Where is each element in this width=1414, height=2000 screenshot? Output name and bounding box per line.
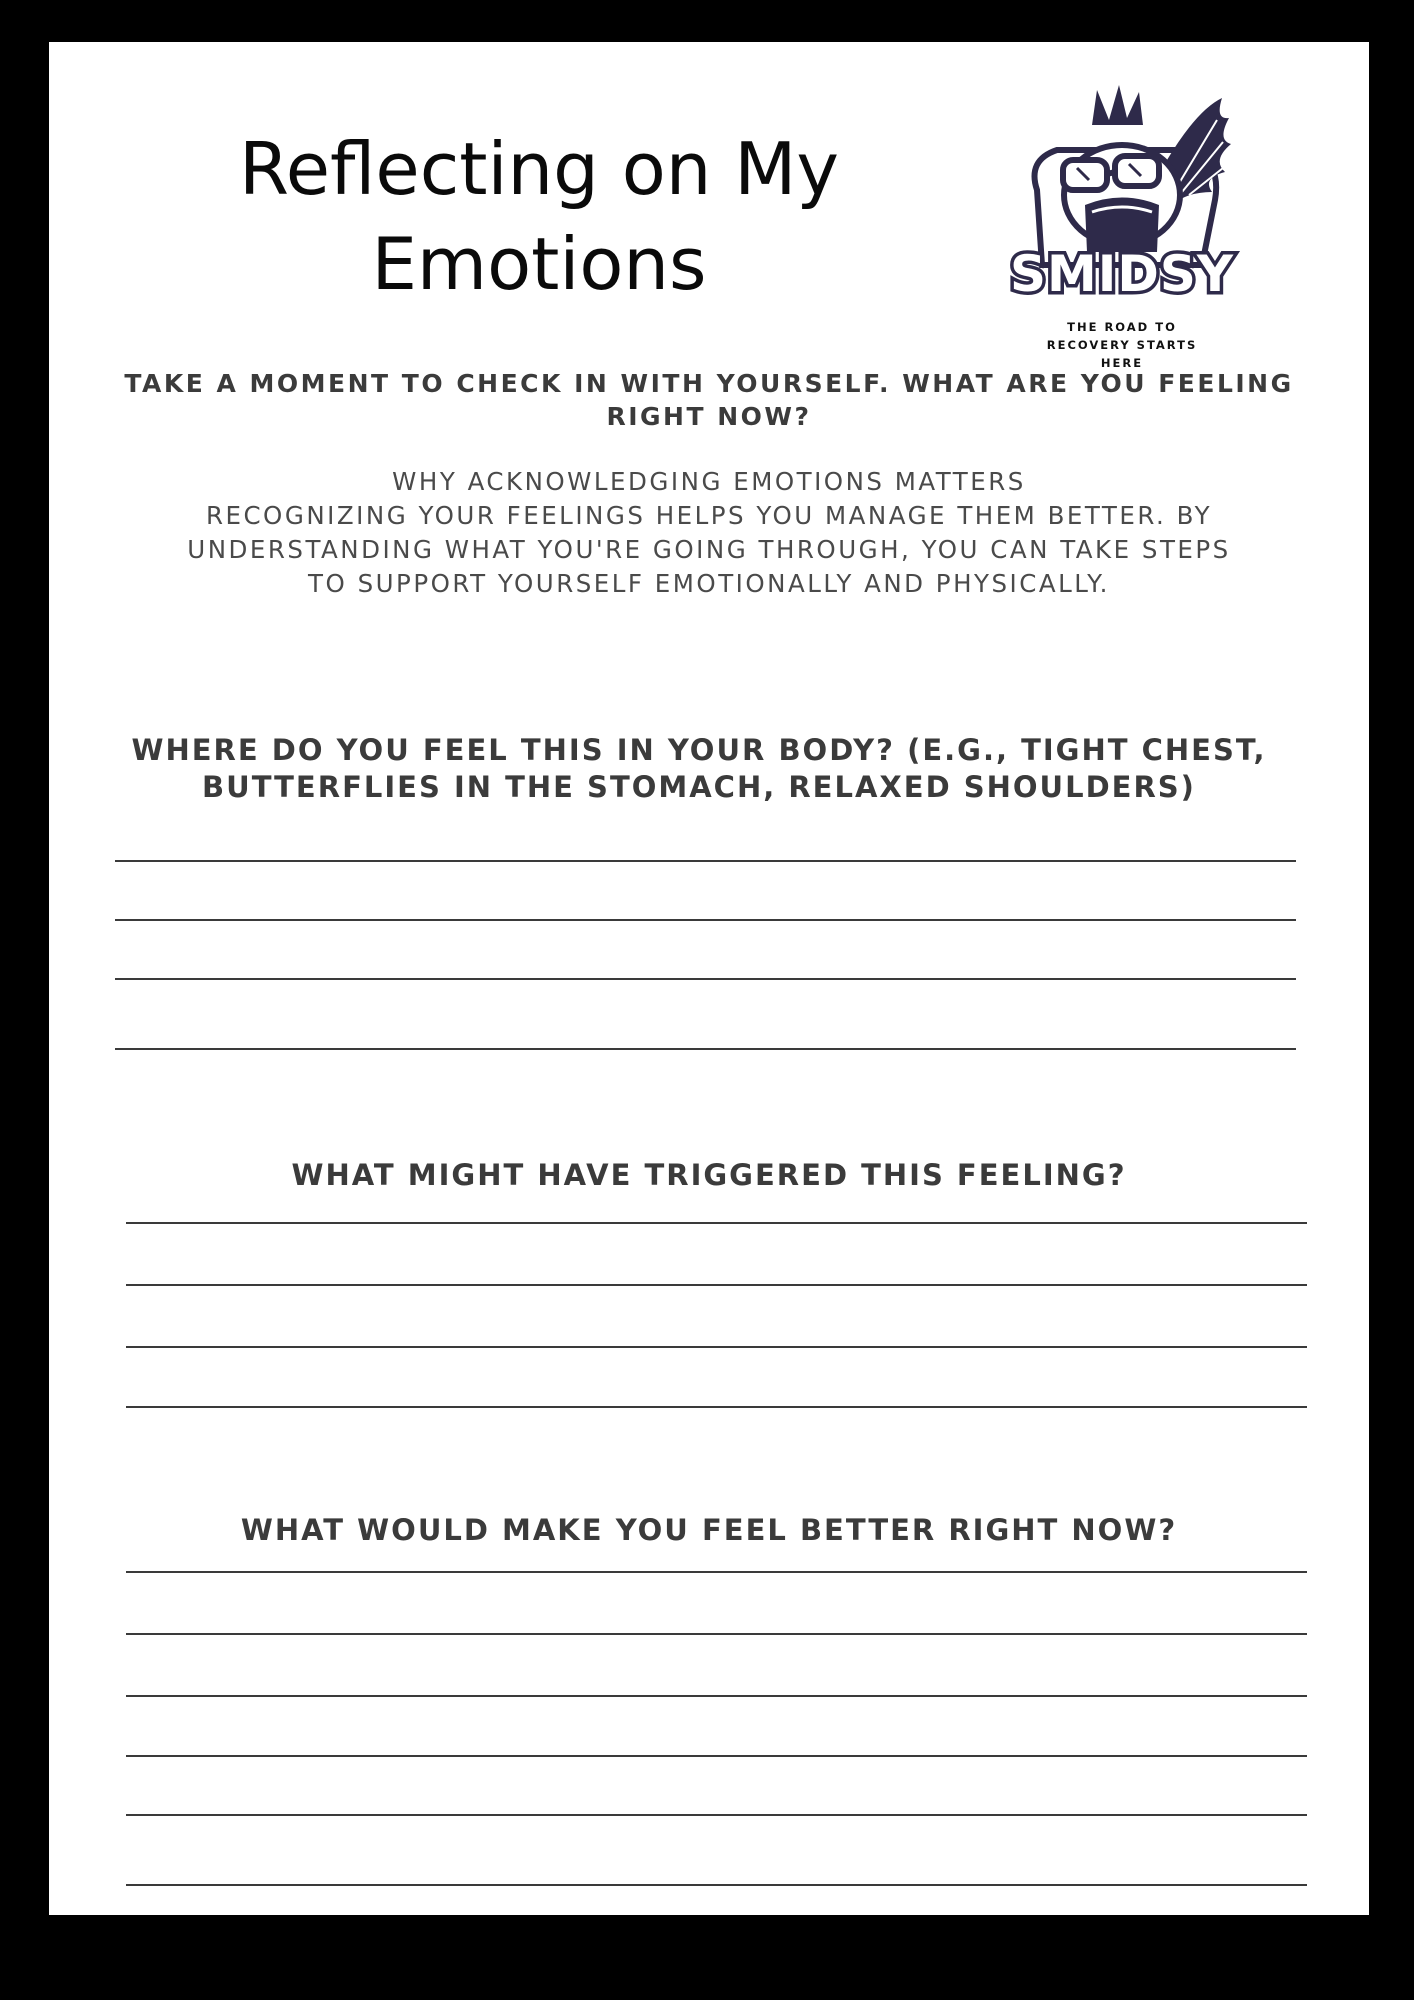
answer-line-trigger-3[interactable] xyxy=(126,1346,1307,1348)
info-heading: WHY ACKNOWLEDGING EMOTIONS MATTERS xyxy=(392,467,1026,496)
answer-line-better-5[interactable] xyxy=(126,1814,1307,1816)
answer-line-better-6[interactable] xyxy=(126,1884,1307,1886)
answer-line-trigger-2[interactable] xyxy=(126,1284,1307,1286)
question-feel-better: WHAT WOULD MAKE YOU FEEL BETTER RIGHT NOW? xyxy=(240,1513,1178,1547)
question-trigger: WHAT MIGHT HAVE TRIGGERED THIS FEELING? xyxy=(291,1158,1127,1192)
question-body-location: WHERE DO YOU FEEL THIS IN YOUR BODY? (E.G., TIGHT CHEST, BUTTERFLIES IN THE STOMACH, RELAXED SHOULDERS) xyxy=(131,733,1267,804)
info-line: TO SUPPORT YOURSELF EMOTIONALLY AND PHYSICALLY. xyxy=(308,569,1110,598)
answer-line-trigger-1[interactable] xyxy=(126,1222,1307,1224)
answer-line-body-1[interactable] xyxy=(115,860,1296,862)
info-block xyxy=(129,465,1289,601)
answer-line-body-4[interactable] xyxy=(115,1048,1296,1050)
logo-tagline-line: THE ROAD TO xyxy=(1067,320,1177,334)
page-title xyxy=(189,122,889,312)
info-line: RECOGNIZING YOUR FEELINGS HELPS YOU MANAGE THEM BETTER. BY xyxy=(205,501,1213,530)
answer-line-body-2[interactable] xyxy=(115,919,1296,921)
worksheet-page xyxy=(49,42,1369,1915)
answer-line-better-1[interactable] xyxy=(126,1571,1307,1573)
answer-line-better-3[interactable] xyxy=(126,1695,1307,1697)
logo-tagline xyxy=(1037,318,1207,372)
intro-prompt: TAKE A MOMENT TO CHECK IN WITH YOURSELF. WHAT ARE YOU FEELING RIGHT NOW? xyxy=(124,369,1294,431)
logo-tagline-line: HERE xyxy=(1100,356,1144,370)
title-line-1: Reflecting on My xyxy=(238,127,840,211)
smidsy-logo xyxy=(997,80,1247,380)
answer-line-better-4[interactable] xyxy=(126,1755,1307,1757)
logo-tagline-line: RECOVERY STARTS xyxy=(1046,338,1198,352)
answer-line-better-2[interactable] xyxy=(126,1633,1307,1635)
answer-line-body-3[interactable] xyxy=(115,978,1296,980)
title-line-2: Emotions xyxy=(371,222,707,306)
info-line: UNDERSTANDING WHAT YOU'RE GOING THROUGH, YOU CAN TAKE STEPS xyxy=(187,535,1231,564)
answer-line-trigger-4[interactable] xyxy=(126,1406,1307,1408)
logo-wordmark: SMIDSY xyxy=(1009,245,1235,303)
